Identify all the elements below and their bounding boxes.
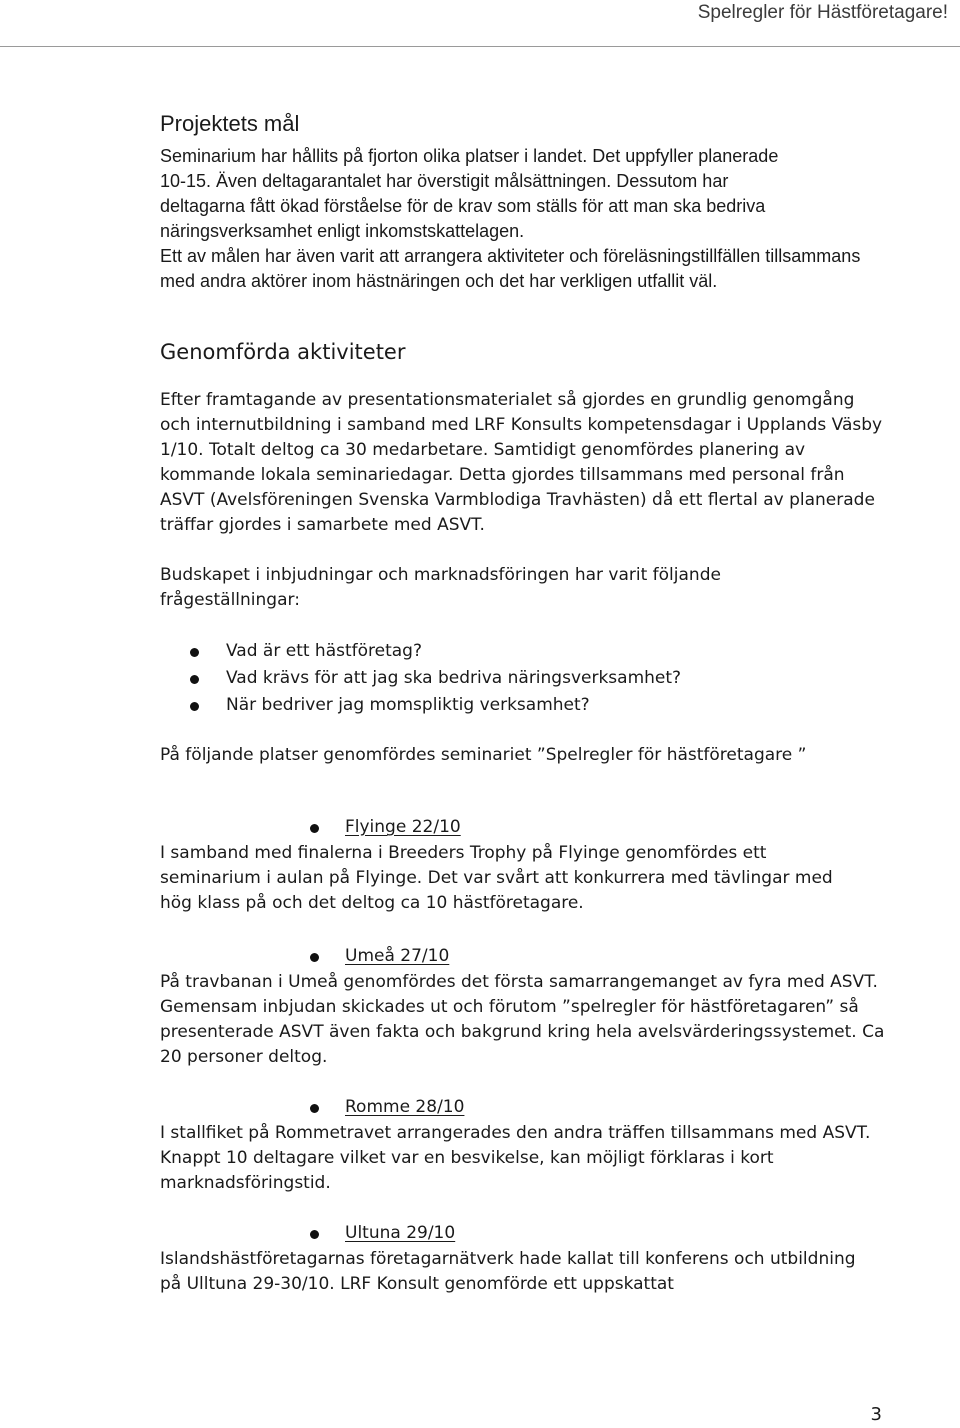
bullet-icon (310, 953, 319, 962)
places-intro: På följande platser genomfördes seminariet ”Spelregler för hästföretagare ” (160, 745, 807, 765)
section-heading-activities: Genomförda aktiviteter (160, 340, 406, 364)
location-text: Islandshästföretagarnas företagarnätverk hade kallat till konferens och utbildning på Ulltuna 29-30/10. LRF Konsult genomförde ett uppskattat (160, 1249, 856, 1294)
location-text: I stallfiket på Rommetravet arrangerades den andra träffen tillsammans med ASVT. Knappt 10 deltagare vilket var en besvikelse, kan möjligt förklaras i kort marknadsföringstid. (160, 1123, 871, 1193)
location-text: På travbanan i Umeå genomfördes det första samarrangemanget av fyra med ASVT. Gemensam inbjudan skickades ut och förutom ”spelregler för hästföretagaren” så presenterade ASVT även fakta och bakgrund kring hela avelsvärderingssystemet. Ca 20 personer deltog. (160, 972, 885, 1067)
goals-paragraph-1: Seminarium har hållits på fjorton olika platser i landet. Det uppfyller planerade 10-15. Även deltagarantalet har överstigit målsättningen. Dessutom har deltagarna fått ökad förståelse för de krav som ställs för att man ska bedriva näringsverksamhet enligt inkomstskattelagen. (160, 146, 779, 241)
bullet-icon (190, 702, 199, 711)
activities-paragraph-1: Efter framtagande av presentationsmaterialet så gjordes en grundlig genomgång och internutbildning i samband med LRF Konsults kompetensdagar i Upplands Väsby 1/10. Totalt deltog ca 30 medarbetare. Samtidigt genomfördes planering av kommande lokala seminariedagar. Detta gjordes tillsammans med personal från ASVT (Avelsföreningen Svenska Varmblodiga Travhästen) då ett flertal av planerade träffar gjordes i samarbete med ASVT. (160, 390, 883, 535)
header-divider (0, 46, 960, 47)
list-item: Vad är ett hästföretag? (160, 638, 880, 665)
questions-list (160, 638, 880, 719)
running-header-title: Spelregler för Hästföretagare! (697, 2, 948, 23)
bullet-icon (310, 1104, 319, 1113)
location-block (160, 1094, 880, 1196)
list-item: När bedriver jag momspliktig verksamhet? (160, 692, 880, 719)
location-heading: Flyinge 22/10 (160, 814, 880, 841)
bullet-icon (310, 1230, 319, 1239)
page-number: 3 (870, 1404, 882, 1425)
document-body (160, 110, 885, 1297)
activities-paragraph-2: Budskapet i inbjudningar och marknadsföringen har varit följande frågeställningar: (160, 565, 721, 610)
bullet-icon (190, 675, 199, 684)
location-block (160, 943, 885, 1070)
list-item: Vad krävs för att jag ska bedriva näringsverksamhet? (160, 665, 880, 692)
goals-paragraph-2: Ett av målen har även varit att arrangera aktiviteter och föreläsningstillfällen tillsammans med andra aktörer inom hästnäringen och det har verkligen utfallit väl. (160, 246, 861, 291)
location-heading: Umeå 27/10 (160, 943, 880, 970)
section-heading-project-goals: Projektets mål (160, 111, 300, 136)
bullet-icon (310, 824, 319, 833)
bullet-icon (190, 648, 199, 657)
location-heading: Ultuna 29/10 (160, 1220, 880, 1247)
location-heading: Romme 28/10 (160, 1094, 880, 1121)
location-text: I samband med finalerna i Breeders Trophy på Flyinge genomfördes ett seminarium i aulan på Flyinge. Det var svårt att konkurrera med tävlingar med hög klass på och det deltog ca 10 hästföretagare. (160, 843, 833, 913)
location-block (160, 814, 880, 916)
location-block (160, 1220, 880, 1297)
